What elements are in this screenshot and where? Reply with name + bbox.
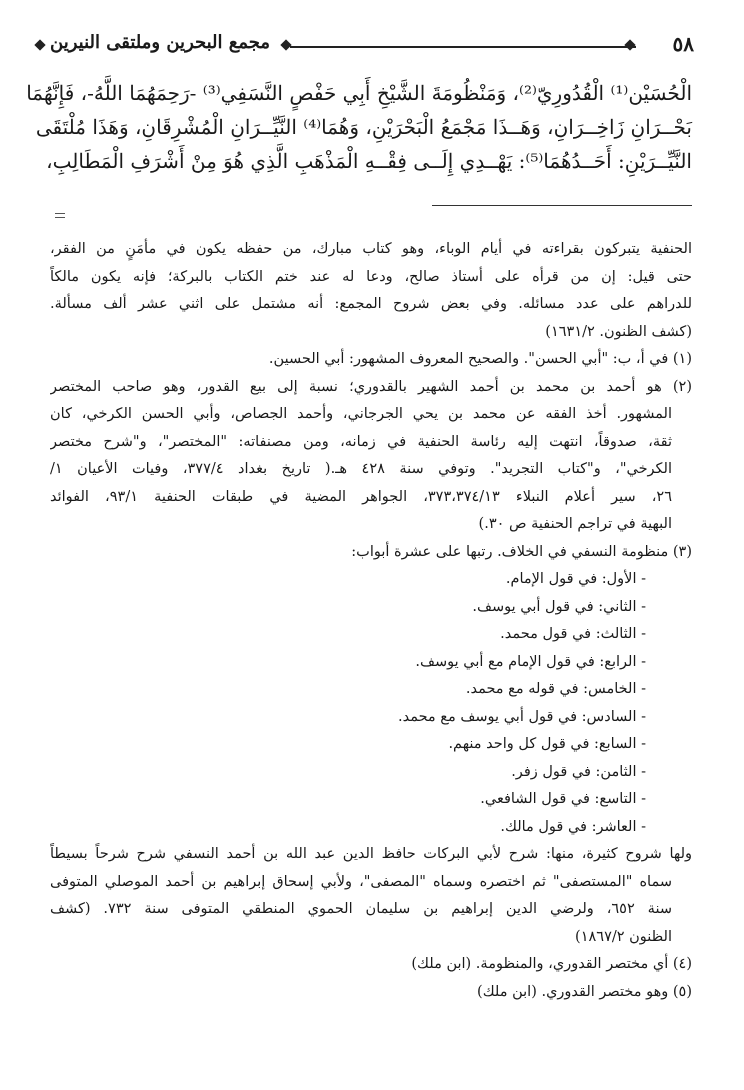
footnote-2-line: البهية في تراجم الحنفية ص ٣٠.) (478, 516, 672, 532)
page-number: ٥٨ (672, 32, 694, 56)
footnote-3-list-item: - الثالث: في قول محمد. (500, 626, 646, 642)
header-rule (290, 46, 636, 48)
footnote-2-line: ثقة، صدوقاً، انتهت إليه رئاسة الحنفية في زمانه، ومن مصنفاته: "المختصر"، و"شرح مختصر (50, 433, 672, 450)
footnote-continuation-mark (55, 213, 65, 218)
page-header (50, 30, 694, 64)
footnote-continuation-line: (كشف الظنون. ١٦٣١/٢) (545, 323, 692, 340)
footnote-3-intro: (٣) منظومة النسفي في الخلاف. رتبها على عشرة أبواب: (351, 543, 692, 560)
footnote-3-list-item: - الثامن: في قول زفر. (511, 763, 646, 780)
footnote-3-list-item: - الثاني: في قول أبي يوسف. (472, 598, 646, 615)
footnote-4: (٤) أي مختصر القدوري، والمنظومة. (ابن ملك) (411, 956, 692, 972)
main-text-line: بَحْــرَانِ زَاخِــرَانِ، وَهَــذَا مَجْمَعُ الْبَحْرَيْنِ، وَهُمَا⁽⁴⁾ النَّيِّــرَانِ الْمُشْرِقَانِ، وَهَذَا مُلْتَقَى (35, 115, 692, 139)
footnote-3-list-item: - التاسع: في قول الشافعي. (480, 791, 646, 807)
footnote-3-tail-line: الظنون ١٨٦٧/٢) (575, 928, 672, 945)
footnote-continuation-line: الحنفية يتبركون بقراءته في أيام الوباء، وهو كتاب مبارك، من حفظه يكون في مأمَنٍ من الفقر، (50, 241, 692, 257)
header-diamond-ornament (624, 39, 635, 50)
footnote-3-tail-line: سنة ٦٥٢، ولرضي الدين إبراهيم بن سليمان الحموي المنطقي المتوفى سنة ٧٣٢. (كشف (50, 901, 672, 917)
header-diamond-ornament (280, 39, 291, 50)
footnote-2-line: ٢٦، سير أعلام النبلاء ٣٧٣،٣٧٤/١٣، الجواهر المضية في طبقات الحنفية ٩٣/١، الفوائد (50, 488, 672, 505)
footnote-3-list-item: - العاشر: في قول مالك. (500, 818, 646, 835)
main-text (26, 76, 692, 178)
footnote-continuation-line: للدراهم على عدد مسائله. وفي بعض شروح المجمع: أنه مشتمل على اثني عشر ألف مسألة. (50, 296, 692, 312)
footnote-2-line: المشهور. أخذ الفقه عن محمد بن يحي الجرجاني، وأحمد الجصاص، وأبي الحسن الكرخي، كان (50, 406, 672, 422)
footnote-separator (432, 205, 692, 206)
footnote-1: (١) في أ، ب: "أبي الحسن". والصحيح المعروف المشهور: أبي الحسين. (268, 351, 692, 367)
footnote-2-line: الكرخي"، و"كتاب التجريد". وتوفي سنة ٤٢٨ هـ.( تاريخ بغداد ٣٧٧/٤، وفيات الأعيان ١/ (50, 461, 673, 477)
footnote-3-tail-line: ولها شروح كثيرة، منها: شرح لأبي البركات حافظ الدين عبد الله بن أحمد النسفي شرح شرحاً بسيطاً (50, 846, 692, 862)
footnote-continuation-line: حتى قيل: إن من قرأه على أستاذ صالح، ودعا له عند ختم الكتاب بالبركة؛ فإنه يكون مالكاً (50, 268, 692, 285)
footnote-3-list-item: - الرابع: في قول الإمام مع أبي يوسف. (415, 653, 646, 670)
footnotes (50, 236, 692, 1006)
running-title: مجمع البحرين وملتقى النيرين (50, 32, 271, 53)
footnote-3-tail-line: سماه "المستصفى" ثم اختصره وسماه "المصفى"، ولأبي إسحاق إبراهيم بن أحمد الموصلي المتوفى (50, 873, 672, 890)
footnote-5: (٥) وهو مختصر القدوري. (ابن ملك) (477, 983, 692, 1000)
main-text-line: الْحُسَيْن⁽¹⁾ الْقُدُورِيّ⁽²⁾، وَمَنْظُومَةَ الشَّيْخِ أَبِي حَفْصٍ النَّسَفِي⁽³⁾ -رَحِمَهُمَا اللَّهُ-، فَإِنَّهُمَا (26, 81, 692, 105)
footnote-2-line: (٢) هو أحمد بن محمد بن أحمد الشهير بالقدوري؛ نسبة إلى بيع القدور، وهو صاحب المختصر (50, 378, 692, 395)
footnote-3-list-item: - السابع: في قول كل واحد منهم. (448, 736, 646, 752)
footnote-3-list-item: - السادس: في قول أبي يوسف مع محمد. (397, 708, 646, 725)
footnote-3-list-item: - الخامس: في قوله مع محمد. (465, 681, 646, 697)
footnote-3-list-item: - الأول: في قول الإمام. (505, 571, 646, 587)
header-diamond-ornament (34, 39, 45, 50)
main-text-line: النَّيِّــرَيْنِ: أَحَــدُهُمَا⁽⁵⁾: يَهْــدِي إِلَــى فِقْــهِ الْمَذْهَبِ الَّذِي هُوَ مِنْ أَشْرَفِ الْمَطَالِبِ، (46, 149, 692, 173)
